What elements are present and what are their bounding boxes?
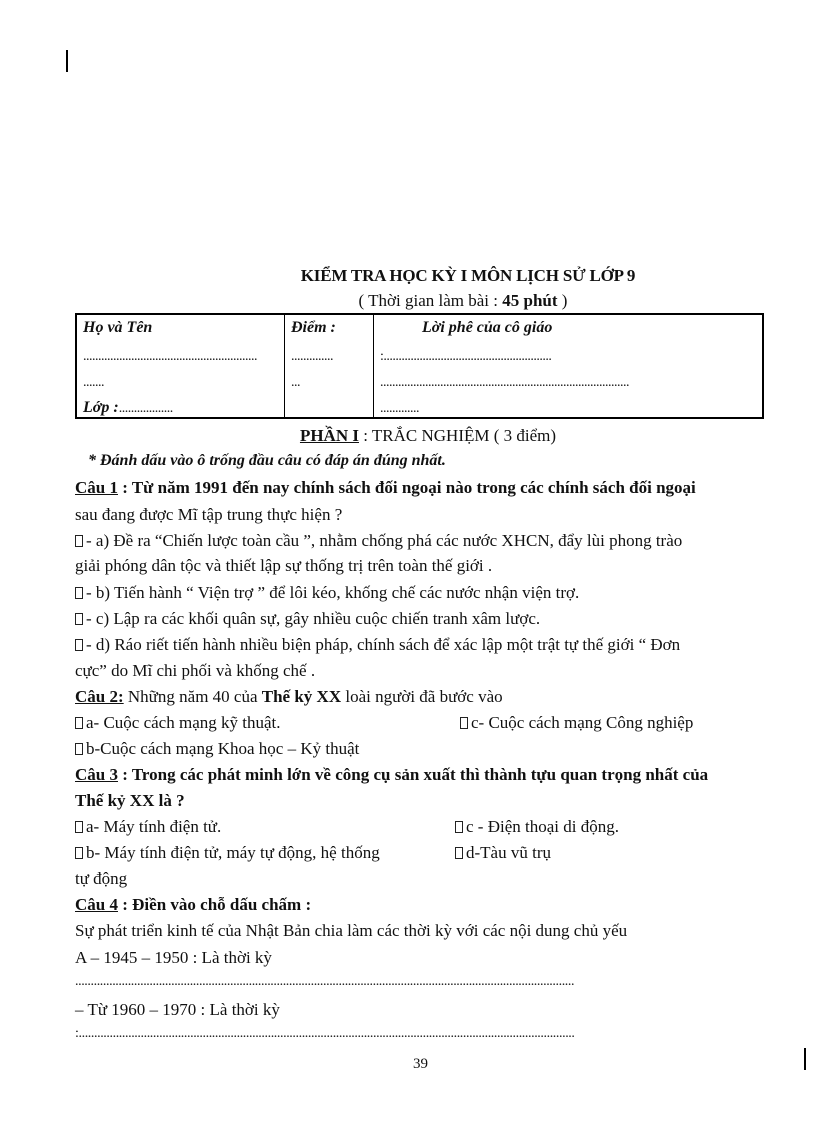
q4-answer-a[interactable]: .................................................................................................................................................................	[75, 974, 575, 989]
comment-header: Lời phê của cô giáo	[422, 319, 553, 336]
class-label: Lớp :..................	[83, 399, 173, 416]
q1-option-d-cont: cực” do Mĩ chi phối và khống chế .	[75, 661, 316, 680]
question-3: Câu 3 : Trong các phát minh lớn về công cụ sản xuất thì thành tựu quan trọng nhất của	[75, 765, 709, 784]
comment-dots[interactable]: :........................................................	[380, 349, 552, 364]
checkbox[interactable]	[455, 821, 463, 833]
q4-period-b: – Từ 1960 – 1970 : Là thời kỳ	[75, 1000, 280, 1019]
q4-period-a: A – 1945 – 1950 : Là thời kỳ	[75, 948, 272, 967]
class-dots[interactable]: ..................	[118, 401, 173, 416]
exam-time: ( Thời gian làm bài : 45 phút )	[358, 291, 568, 310]
checkbox[interactable]	[75, 717, 83, 729]
name-dots[interactable]: ..........................................................	[83, 349, 257, 364]
page-number: 39	[413, 1056, 428, 1072]
comment-dots-3[interactable]: .............	[380, 401, 419, 416]
checkbox[interactable]	[460, 717, 468, 729]
exam-title: KIỂM TRA HỌC KỲ I MÔN LỊCH SỬ LỚP 9	[300, 266, 636, 285]
checkbox[interactable]	[455, 847, 463, 859]
question-1-cont: sau đang được Mĩ tập trung thực hiện ?	[75, 505, 343, 524]
margin-mark	[804, 1048, 806, 1070]
q1-option-c: - c) Lập ra các khối quân sự, gây nhiều cuộc chiến tranh xâm lược.	[75, 609, 540, 629]
q3-option-a: a- Máy tính điện tử.	[75, 817, 221, 837]
q2-option-a: a- Cuộc cách mạng kỹ thuật.	[75, 713, 281, 733]
q4-answer-b[interactable]: :................................................................................................................................................................	[75, 1026, 575, 1041]
checkbox[interactable]	[75, 743, 83, 755]
instruction: * Đánh dấu vào ô trống đầu câu có đáp án đúng nhất.	[88, 452, 446, 469]
name-dots-2[interactable]: .......	[83, 375, 104, 390]
checkbox[interactable]	[75, 847, 83, 859]
checkbox[interactable]	[75, 821, 83, 833]
q3-option-c: c - Điện thoại di động.	[455, 817, 619, 837]
checkbox[interactable]	[75, 587, 83, 599]
comment-cell	[373, 315, 762, 417]
comment-dots-2[interactable]: ...................................................................................	[380, 375, 629, 390]
q3-option-b: b- Máy tính điện tử, máy tự động, hệ thống	[75, 843, 380, 863]
score-dots-2[interactable]: ...	[291, 375, 300, 390]
q1-option-b: - b) Tiến hành “ Viện trợ ” để lôi kéo, khống chế các nước nhận viện trợ.	[75, 583, 579, 603]
name-cell	[77, 315, 284, 417]
name-header: Họ và Tên	[83, 319, 153, 336]
checkbox[interactable]	[75, 613, 83, 625]
checkbox[interactable]	[75, 535, 83, 547]
section-title: PHẦN I : TRẮC NGHIỆM ( 3 điểm)	[299, 426, 557, 445]
question-1: Câu 1 : Từ năm 1991 đến nay chính sách đối ngoại nào trong các chính sách đối ngoại	[75, 478, 696, 497]
score-dots[interactable]: ..............	[291, 349, 333, 364]
score-header: Điểm :	[291, 319, 336, 336]
question-3-cont: Thế kỷ XX là ?	[75, 791, 185, 810]
q3-option-b-cont: tự động	[75, 869, 128, 888]
q2-option-b: b-Cuộc cách mạng Khoa học – Kỷ thuật	[75, 739, 359, 759]
q2-option-c: c- Cuộc cách mạng Công nghiệp	[460, 713, 693, 733]
text-cursor	[66, 50, 68, 72]
q4-intro: Sự phát triển kinh tế của Nhật Bản chia làm các thời kỳ với các nội dung chủ yếu	[75, 921, 628, 940]
student-info-table	[75, 313, 764, 419]
q1-option-a-cont: giải phóng dân tộc và thiết lập sự thống trị trên toàn thế giới .	[75, 556, 493, 575]
q3-option-d: d-Tàu vũ trụ	[455, 843, 551, 863]
checkbox[interactable]	[75, 639, 83, 651]
q1-option-a: - a) Đề ra “Chiến lược toàn cầu ”, nhằm chống phá các nước XHCN, đẩy lùi phong trào	[75, 531, 682, 551]
question-4: Câu 4 : Điền vào chỗ dấu chấm :	[75, 895, 312, 914]
score-cell	[284, 315, 373, 417]
question-2: Câu 2: Những năm 40 của Thế kỷ XX loài người đã bước vào	[75, 687, 503, 706]
q1-option-d: - d) Ráo riết tiến hành nhiều biện pháp, chính sách để xác lập một trật tự thế giới “ Đơn	[75, 635, 680, 655]
